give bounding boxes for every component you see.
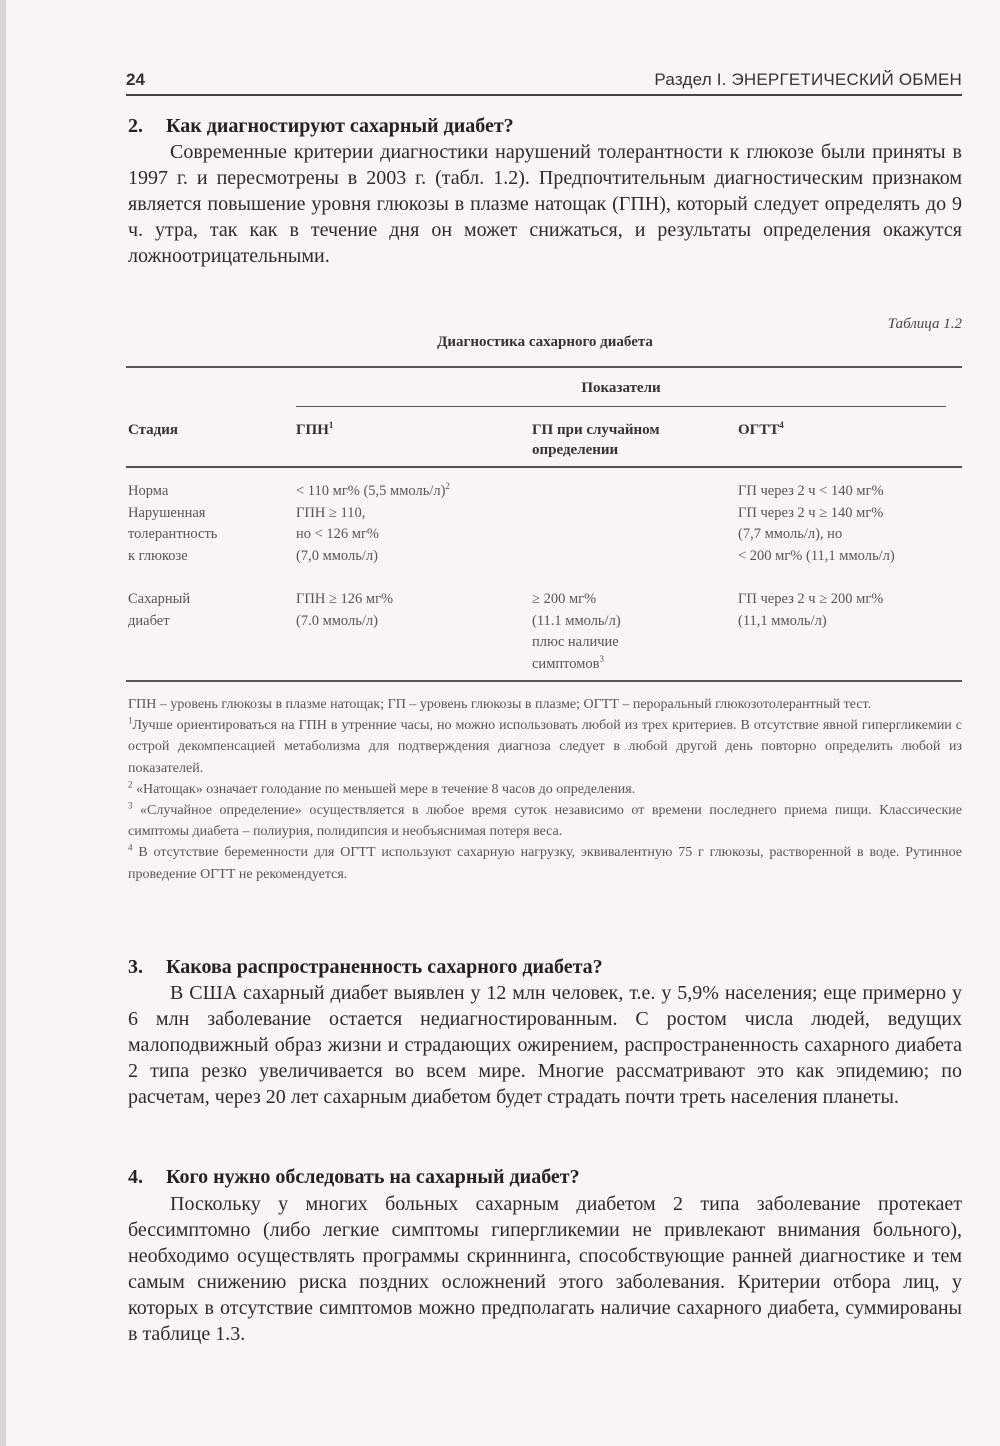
footnote-mark-1: 1 (328, 420, 334, 430)
column-header-gpn-text: ГПН (296, 422, 329, 438)
running-header (126, 66, 962, 96)
footnote-mark-2: 2 (445, 481, 450, 492)
question-3-title: Какова распространенность сахарного диабета? (166, 956, 603, 978)
header-rule (126, 94, 962, 96)
row2-stage: Сахарный диабет (128, 591, 191, 629)
footnote-1-text: Лучше ориентироваться на ГПН в утренние часы, но можно использовать любой из трех критериев. В отсутствие явной гипергликемии с острой декомпенсацией метаболизма для подтверждения диагноза следует в любой другой день повторно определить любой из показателей. (128, 718, 962, 776)
footnote-1-mark: 1 (128, 715, 133, 726)
footnote-mark-3: 3 (599, 653, 605, 664)
table-header-rule (126, 466, 962, 468)
footnote-4-mark: 4 (128, 842, 133, 853)
section-title: Раздел I. ЭНЕРГЕТИЧЕСКИЙ ОБМЕН (654, 70, 962, 89)
row2-gpn: ГПН ≥ 126 мг% (7.0 ммоль/л) (296, 591, 394, 629)
footnote-2-mark: 2 (128, 779, 133, 790)
question-2-number: 2. (128, 115, 143, 137)
footnote-4-text: В отсутствие беременности для ОГТТ используют сахарную нагрузку, эквивалентную 75 г глюкозы, растворенной в воде. Рутинное проведение ОГТТ не рекомендуется. (128, 845, 962, 882)
table-bottom-rule (126, 680, 962, 682)
question-4-text: Поскольку у многих больных сахарным диабетом 2 типа заболевание протекает бессимптомно (либо легкие симптомы гипергликемии не привлекают внимания больного), необходимо осуществлять программы скриннинга, способствующие ранней диагностике и тем самым снижению риска поздних осложнений этого заболевания. Критерии отбора лиц, у которых в отсутствие симптомов можно предполагать наличие сахарного диабета, суммированы в таблице 1.3. (128, 1193, 962, 1345)
row2-gp (532, 589, 621, 675)
table-title: Диагностика сахарного диабета (437, 334, 653, 350)
footnote-4 (128, 842, 962, 884)
column-header-ogtt-text: ОГТТ (738, 422, 780, 438)
table-notes (128, 694, 962, 885)
page-edge (0, 0, 6, 1446)
column-header-gpn (296, 420, 333, 440)
question-2-title: Как диагностируют сахарный диабет? (166, 115, 514, 137)
column-header-ogtt (738, 420, 784, 440)
table-group-rule (296, 406, 946, 407)
question-2-text: Современные критерии диагностики нарушений толерантности к глюкозе были приняты в 1997 г. и пересмотрены в 2003 г. (табл. 1.2). Предпочтительным диагностическим признаком является повышение уровня глюкозы в плазме натощак (ГПН), который следует определять до 9 ч. утра, так как в течение дня он может снижаться, и результаты определения окажутся ложноотрицательными. (128, 141, 962, 267)
column-header-gp-random: ГП при случайном определении (532, 422, 660, 458)
table-group-header: Показатели (581, 380, 661, 396)
footnote-1 (128, 715, 962, 779)
row1-gpn-normal: < 110 мг% (5,5 ммоль/л) (296, 483, 446, 499)
row2-gp-text: ≥ 200 мг% (11.1 ммоль/л) плюс наличие симптомов (532, 591, 621, 672)
question-4-heading (128, 1164, 962, 1190)
row1-gpn (296, 481, 450, 567)
question-4-title: Кого нужно обследовать на сахарный диабет? (166, 1166, 580, 1188)
question-3-heading (128, 954, 962, 980)
table-top-rule (126, 366, 962, 368)
footnote-2 (128, 779, 962, 800)
question-3-text: В США сахарный диабет выявлен у 12 млн человек, т.е. у 5,9% населения; еще примерно у 6 млн заболевание остается недиагностированным. С ростом числа людей, ведущих малоподвижный образ жизни и страдающих ожирением, распространенность сахарного диабета 2 типа резко увеличивается во всем мире. Многие рассматривают это как эпидемию; по расчетам, через 20 лет сахарным диабетом будет страдать почти треть населения планеты. (128, 982, 962, 1108)
note-abbreviations: ГПН – уровень глюкозы в плазме натощак; ГП – уровень глюкозы в плазме; ОГТТ – пероральный глюкозотолерантный тест. (128, 697, 872, 712)
row1-ogtt: ГП через 2 ч < 140 мг% ГП через 2 ч ≥ 140 мг% (7,7 ммоль/л), но < 200 мг% (11,1 ммоль/л) (738, 483, 895, 564)
footnote-3-text: «Случайное определение» осуществляется в любое время суток независимо от времени последнего приема пищи. Классические симптомы диабета – полиурия, полидипсия и необъяснимая потеря веса. (128, 803, 962, 840)
footnote-3 (128, 800, 962, 842)
row2-ogtt: ГП через 2 ч ≥ 200 мг% (11,1 ммоль/л) (738, 591, 884, 629)
page-number: 24 (126, 70, 145, 89)
row1-stage: Норма Нарушенная толерантность к глюкозе (128, 483, 218, 564)
footnote-2-text: «Натощак» означает голодание по меньшей мере в течение 8 часов до определения. (132, 781, 636, 797)
row1-gpn-impaired: ГПН ≥ 110, но < 126 мг% (7,0 ммоль/л) (296, 504, 380, 564)
footnote-3-mark: 3 (128, 800, 133, 811)
question-2-heading (128, 113, 962, 139)
question-3-number: 3. (128, 956, 143, 978)
question-4-number: 4. (128, 1166, 143, 1188)
table-caption: Таблица 1.2 (887, 316, 962, 332)
footnote-mark-4: 4 (779, 420, 784, 430)
column-header-stage: Стадия (128, 422, 179, 438)
